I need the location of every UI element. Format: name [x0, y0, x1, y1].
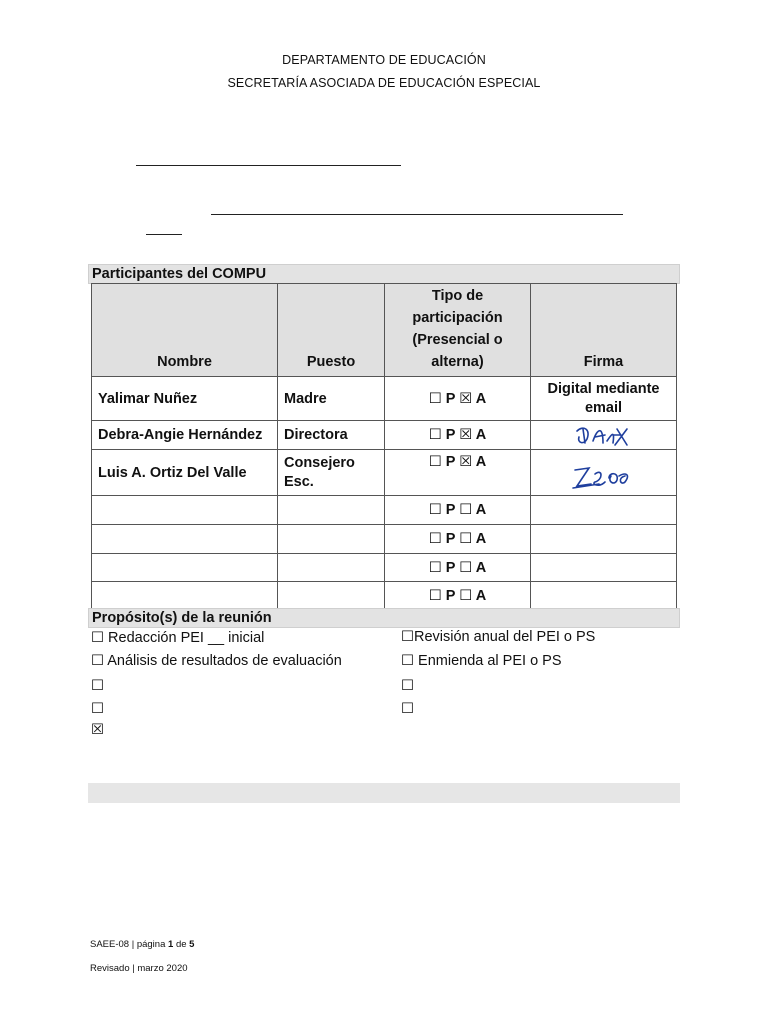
- revised-label: Revisado: [90, 963, 130, 974]
- firma-line-2: email: [584, 399, 623, 416]
- cell-tipo: ☐ P ☒ A: [385, 450, 531, 496]
- blank-line-1: [136, 165, 401, 166]
- page-word: página: [136, 939, 166, 950]
- cell-tipo: ☐ P ☐ A: [385, 525, 531, 554]
- page-total: 5: [189, 939, 195, 950]
- cell-tipo: ☐ P ☒ A: [385, 377, 531, 421]
- cell-firma: [531, 496, 677, 525]
- puesto-line-1: Consejero: [284, 454, 355, 471]
- column-header-puesto: Puesto: [278, 284, 385, 377]
- purpose-checkbox-blank-right-2[interactable]: ☐: [401, 701, 414, 717]
- cell-puesto: Madre: [278, 377, 385, 421]
- department-title: DEPARTAMENTO DE EDUCACIÓN: [282, 53, 486, 67]
- footer-page-info: [90, 939, 194, 950]
- of-word: de: [175, 939, 187, 950]
- cell-nombre: [92, 582, 278, 610]
- cell-firma: [531, 450, 677, 496]
- page-number: 1: [168, 939, 174, 950]
- cell-puesto: Directora: [278, 421, 385, 450]
- cell-puesto: [278, 450, 385, 496]
- cell-puesto: [278, 496, 385, 525]
- cell-firma: [531, 525, 677, 554]
- table-header-row: [92, 284, 677, 377]
- cell-nombre: Debra-Angie Hernández: [92, 421, 278, 450]
- tipo-header-line-2: participación: [412, 310, 503, 326]
- puesto-line-2: Esc.: [284, 473, 314, 490]
- purpose-checkbox-blank-right-1[interactable]: ☐: [401, 678, 414, 694]
- cell-tipo: ☐ P ☐ A: [385, 496, 531, 525]
- secretariat-title: SECRETARÍA ASOCIADA DE EDUCACIÓN ESPECIAL: [227, 76, 541, 90]
- cell-nombre: [92, 525, 278, 554]
- cell-nombre: Yalimar Nuñez: [92, 377, 278, 421]
- cell-puesto: [278, 525, 385, 554]
- blank-line-2: [211, 214, 623, 215]
- cell-tipo: ☐ P ☐ A: [385, 554, 531, 582]
- purpose-checkbox-checked[interactable]: ☒: [91, 722, 104, 738]
- table-row: [92, 377, 677, 421]
- table-row: [92, 496, 677, 525]
- handwritten-signature-1: [569, 421, 639, 449]
- participants-table: [91, 283, 677, 610]
- cell-firma: [531, 421, 677, 450]
- purpose-checkbox-blank-left-1[interactable]: ☐: [91, 678, 104, 694]
- table-row: [92, 421, 677, 450]
- revision-date: marzo 2020: [137, 963, 188, 974]
- column-header-tipo: [385, 284, 531, 377]
- cell-nombre: Luis A. Ortiz Del Valle: [92, 450, 278, 496]
- cell-tipo: ☐ P ☒ A: [385, 421, 531, 450]
- footer-separator: |: [131, 939, 135, 950]
- tipo-header-line-4: alterna): [431, 354, 484, 370]
- purpose-checkbox-enmienda[interactable]: ☐ Enmienda al PEI o PS: [401, 653, 562, 669]
- table-row: [92, 525, 677, 554]
- blank-section-bar: [88, 783, 680, 803]
- purpose-section-title: Propósito(s) de la reunión: [88, 608, 680, 628]
- cell-puesto: [278, 582, 385, 610]
- cell-firma: [531, 377, 677, 421]
- column-header-firma: Firma: [531, 284, 677, 377]
- firma-line-1: Digital mediante: [547, 380, 660, 397]
- form-code: SAEE-08: [90, 939, 130, 950]
- participants-section-title: Participantes del COMPU: [88, 264, 680, 284]
- cell-puesto: [278, 554, 385, 582]
- footer-separator: |: [132, 963, 135, 974]
- cell-nombre: [92, 554, 278, 582]
- table-row: [92, 554, 677, 582]
- purpose-checkbox-redaccion[interactable]: ☐ Redacción PEI __ inicial: [91, 630, 265, 646]
- purpose-checkbox-revision-anual[interactable]: ☐Revisión anual del PEI o PS: [401, 629, 596, 645]
- blank-line-3: [146, 234, 182, 235]
- cell-firma: [531, 554, 677, 582]
- handwritten-signature-2: [569, 462, 639, 492]
- table-row: [92, 582, 677, 610]
- footer-revision: [90, 963, 188, 974]
- cell-firma: [531, 582, 677, 610]
- table-row: [92, 450, 677, 496]
- purpose-checkbox-analisis[interactable]: ☐ Análisis de resultados de evaluación: [91, 653, 342, 669]
- cell-tipo: ☐ P ☐ A: [385, 582, 531, 610]
- tipo-header-line-3: (Presencial o: [412, 332, 503, 348]
- tipo-header-line-1: Tipo de: [431, 288, 484, 304]
- column-header-nombre: Nombre: [92, 284, 278, 377]
- purpose-checkbox-blank-left-2[interactable]: ☐: [91, 701, 104, 717]
- cell-nombre: [92, 496, 278, 525]
